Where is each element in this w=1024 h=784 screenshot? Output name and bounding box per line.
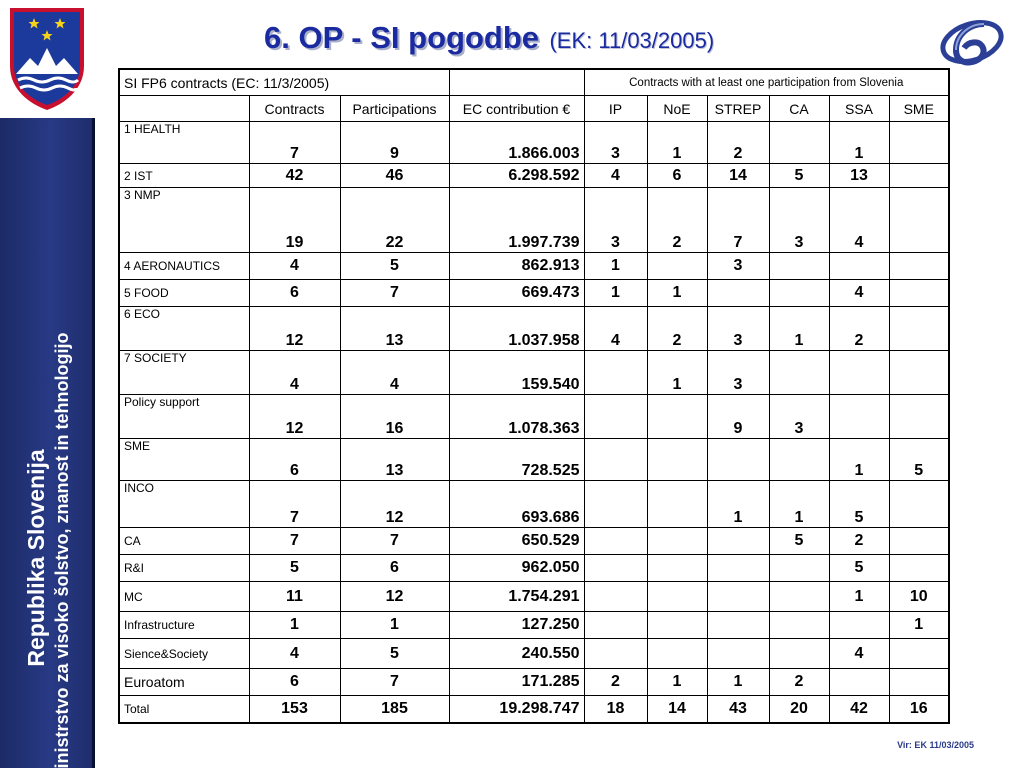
table-cell xyxy=(769,253,829,280)
table-cell: 127.250 xyxy=(449,612,584,639)
table-cell xyxy=(647,582,707,612)
table-cell xyxy=(584,582,647,612)
column-header: IP xyxy=(584,96,647,122)
table-cell xyxy=(647,639,707,669)
table-cell xyxy=(889,253,949,280)
row-label: R&I xyxy=(119,555,249,582)
table-cell: 5 xyxy=(769,528,829,555)
table-cell: 3 xyxy=(707,351,769,395)
table-cell: 16 xyxy=(889,696,949,723)
column-header: SME xyxy=(889,96,949,122)
column-header: SSA xyxy=(829,96,889,122)
table-cell xyxy=(889,395,949,439)
row-label: Total xyxy=(119,696,249,723)
table-cell: 6.298.592 xyxy=(449,164,584,188)
table-cell xyxy=(584,481,647,528)
table-cell xyxy=(584,439,647,481)
table-cell: 6 xyxy=(249,669,340,696)
table-cell: 7 xyxy=(340,280,449,307)
table-cell: 14 xyxy=(647,696,707,723)
table-cell xyxy=(584,555,647,582)
table-cell: 1 xyxy=(647,351,707,395)
table-cell: 18 xyxy=(584,696,647,723)
table-cell xyxy=(584,528,647,555)
table-cell: 19 xyxy=(249,188,340,253)
table-cell: 159.540 xyxy=(449,351,584,395)
table-cell xyxy=(707,439,769,481)
row-label: CA xyxy=(119,528,249,555)
country-name: Republika Slovenija xyxy=(23,449,49,667)
table-cell: 1.037.958 xyxy=(449,307,584,351)
table-cell: 12 xyxy=(340,481,449,528)
table-cell: 2 xyxy=(829,307,889,351)
ministry-name: Ministrstvo za visoko šolstvo, znanost in tehnologijo xyxy=(52,332,72,784)
table-cell: 240.550 xyxy=(449,639,584,669)
table-cell: 1 xyxy=(829,122,889,164)
table-cell: 43 xyxy=(707,696,769,723)
fp6-contracts-table xyxy=(118,68,950,724)
table-cell: 862.913 xyxy=(449,253,584,280)
table-cell: 19.298.747 xyxy=(449,696,584,723)
row-label: Policy support xyxy=(119,395,249,439)
table-cell xyxy=(707,280,769,307)
group-header: Contracts with at least one participation from Slovenia xyxy=(584,69,949,96)
table-cell: 5 xyxy=(829,481,889,528)
column-header: EC contribution € xyxy=(449,96,584,122)
table-cell xyxy=(889,528,949,555)
table-cell: 2 xyxy=(769,669,829,696)
table-cell xyxy=(889,669,949,696)
table-cell xyxy=(647,555,707,582)
table-cell: 3 xyxy=(769,395,829,439)
table-cell: 5 xyxy=(889,439,949,481)
table-cell: 4 xyxy=(829,639,889,669)
column-header: Contracts xyxy=(249,96,340,122)
table-cell xyxy=(584,639,647,669)
table-cell xyxy=(707,582,769,612)
table-cell: 9 xyxy=(707,395,769,439)
column-header: CA xyxy=(769,96,829,122)
blank-header-cell xyxy=(119,96,249,122)
table-cell: 12 xyxy=(249,395,340,439)
table-cell: 153 xyxy=(249,696,340,723)
table-cell: 14 xyxy=(707,164,769,188)
table-cell: 1 xyxy=(647,280,707,307)
row-label: 2 IST xyxy=(119,164,249,188)
slovenia-coat-of-arms-icon xyxy=(4,4,90,114)
row-label: Euroatom xyxy=(119,669,249,696)
sidebar-text xyxy=(2,118,92,784)
table-cell: 1.997.739 xyxy=(449,188,584,253)
table-cell xyxy=(769,555,829,582)
table-cell xyxy=(829,669,889,696)
table-cell: 11 xyxy=(249,582,340,612)
table-cell: 693.686 xyxy=(449,481,584,528)
table-cell: 7 xyxy=(249,528,340,555)
table-cell: 3 xyxy=(707,253,769,280)
table-cell: 1 xyxy=(707,669,769,696)
row-label: Infrastructure xyxy=(119,612,249,639)
table-cell: 22 xyxy=(340,188,449,253)
title-date: (EK: 11/03/2005) xyxy=(549,28,715,53)
table-cell: 185 xyxy=(340,696,449,723)
table-row xyxy=(119,188,949,253)
table-cell xyxy=(647,481,707,528)
table-cell: 171.285 xyxy=(449,669,584,696)
table-cell xyxy=(889,280,949,307)
table-cell: 46 xyxy=(340,164,449,188)
table-row xyxy=(119,395,949,439)
table-cell: 1 xyxy=(584,253,647,280)
table-cell: 1 xyxy=(647,669,707,696)
table-row xyxy=(119,582,949,612)
table-cell xyxy=(889,307,949,351)
table-cell: 4 xyxy=(829,188,889,253)
table-cell: 6 xyxy=(249,439,340,481)
blank-header-cell xyxy=(449,69,584,96)
table-cell xyxy=(647,253,707,280)
table-cell: 1 xyxy=(889,612,949,639)
table-cell: 4 xyxy=(249,253,340,280)
table-row xyxy=(119,280,949,307)
row-label: INCO xyxy=(119,481,249,528)
table-cell: 2 xyxy=(584,669,647,696)
table-cell: 5 xyxy=(340,253,449,280)
table-cell xyxy=(889,188,949,253)
table-cell: 669.473 xyxy=(449,280,584,307)
table-cell xyxy=(889,164,949,188)
table-cell xyxy=(707,639,769,669)
table-row xyxy=(119,253,949,280)
table-cell: 7 xyxy=(249,481,340,528)
table-cell xyxy=(889,122,949,164)
row-label: 7 SOCIETY xyxy=(119,351,249,395)
table-cell: 7 xyxy=(340,528,449,555)
table-cell: 1 xyxy=(829,439,889,481)
table-cell: 2 xyxy=(707,122,769,164)
source-note: Vir: EK 11/03/2005 xyxy=(897,740,974,750)
table-cell: 2 xyxy=(647,188,707,253)
table-cell xyxy=(769,122,829,164)
table-row xyxy=(119,481,949,528)
table-row xyxy=(119,696,949,723)
table-cell xyxy=(769,439,829,481)
fp6-logo-icon xyxy=(938,16,1006,68)
table-cell: 1.754.291 xyxy=(449,582,584,612)
table-cell: 6 xyxy=(647,164,707,188)
table-cell: 1.866.003 xyxy=(449,122,584,164)
table-cell: 1 xyxy=(769,481,829,528)
column-header: STREP xyxy=(707,96,769,122)
table-cell xyxy=(647,395,707,439)
table-cell xyxy=(707,612,769,639)
row-label: 1 HEALTH xyxy=(119,122,249,164)
table-cell xyxy=(769,351,829,395)
table-row xyxy=(119,122,949,164)
table-cell: 5 xyxy=(340,639,449,669)
table-row xyxy=(119,639,949,669)
column-header: NoE xyxy=(647,96,707,122)
table-cell: 6 xyxy=(249,280,340,307)
table-cell xyxy=(584,395,647,439)
table-cell: 13 xyxy=(829,164,889,188)
table-cell: 1 xyxy=(647,122,707,164)
table-row xyxy=(119,528,949,555)
table-cell: 5 xyxy=(829,555,889,582)
table-cell: 2 xyxy=(647,307,707,351)
table-cell xyxy=(584,351,647,395)
table-cell: 4 xyxy=(340,351,449,395)
table-cell: 1 xyxy=(249,612,340,639)
table-cell: 962.050 xyxy=(449,555,584,582)
title-main: 6. OP - SI pogodbe xyxy=(264,20,540,55)
table-cell: 4 xyxy=(249,639,340,669)
table-cell xyxy=(829,395,889,439)
table-cell: 5 xyxy=(249,555,340,582)
table-cell xyxy=(769,280,829,307)
table-cell xyxy=(707,555,769,582)
table-cell: 4 xyxy=(584,307,647,351)
table-cell xyxy=(584,612,647,639)
table-cell: 13 xyxy=(340,307,449,351)
row-label: 5 FOOD xyxy=(119,280,249,307)
table-cell: 3 xyxy=(584,122,647,164)
table-cell: 42 xyxy=(249,164,340,188)
table-cell: 1 xyxy=(707,481,769,528)
table-cell xyxy=(829,351,889,395)
table-cell: 12 xyxy=(249,307,340,351)
row-label: MC xyxy=(119,582,249,612)
table-row xyxy=(119,555,949,582)
table-cell xyxy=(889,639,949,669)
table-cell: 7 xyxy=(340,669,449,696)
table-row xyxy=(119,351,949,395)
column-header: Participations xyxy=(340,96,449,122)
sidebar xyxy=(0,0,94,784)
slide-title xyxy=(264,20,714,56)
table-caption: SI FP6 contracts (EC: 11/3/2005) xyxy=(119,69,449,96)
table-cell: 5 xyxy=(769,164,829,188)
table-row xyxy=(119,307,949,351)
table-cell: 42 xyxy=(829,696,889,723)
row-label: 3 NMP xyxy=(119,188,249,253)
table-row xyxy=(119,164,949,188)
row-label: Sience&Society xyxy=(119,639,249,669)
table-row xyxy=(119,439,949,481)
table-cell xyxy=(769,639,829,669)
table-cell: 2 xyxy=(829,528,889,555)
table-cell: 1 xyxy=(829,582,889,612)
table-cell xyxy=(829,612,889,639)
table-cell: 9 xyxy=(340,122,449,164)
table-cell xyxy=(769,612,829,639)
row-label: 6 ECO xyxy=(119,307,249,351)
table-cell: 3 xyxy=(707,307,769,351)
table-cell xyxy=(647,528,707,555)
table-cell: 7 xyxy=(707,188,769,253)
table-row xyxy=(119,612,949,639)
table-cell: 12 xyxy=(340,582,449,612)
table-cell: 1 xyxy=(340,612,449,639)
table-cell: 650.529 xyxy=(449,528,584,555)
table-cell: 3 xyxy=(769,188,829,253)
table-cell: 4 xyxy=(584,164,647,188)
table-cell xyxy=(889,555,949,582)
table-cell: 6 xyxy=(340,555,449,582)
table-cell: 4 xyxy=(249,351,340,395)
table-cell xyxy=(647,612,707,639)
table-cell: 728.525 xyxy=(449,439,584,481)
table-cell: 4 xyxy=(829,280,889,307)
table-cell xyxy=(889,481,949,528)
table-cell xyxy=(769,582,829,612)
table-cell xyxy=(647,439,707,481)
table-row xyxy=(119,669,949,696)
table-cell xyxy=(889,351,949,395)
table-cell: 10 xyxy=(889,582,949,612)
row-label: 4 AERONAUTICS xyxy=(119,253,249,280)
table-cell: 13 xyxy=(340,439,449,481)
table-cell: 1.078.363 xyxy=(449,395,584,439)
table-cell: 3 xyxy=(584,188,647,253)
table-cell xyxy=(829,253,889,280)
row-label: SME xyxy=(119,439,249,481)
table-cell: 1 xyxy=(769,307,829,351)
table-cell: 1 xyxy=(584,280,647,307)
table-cell: 16 xyxy=(340,395,449,439)
table-cell: 7 xyxy=(249,122,340,164)
table-cell xyxy=(707,528,769,555)
table-cell: 20 xyxy=(769,696,829,723)
